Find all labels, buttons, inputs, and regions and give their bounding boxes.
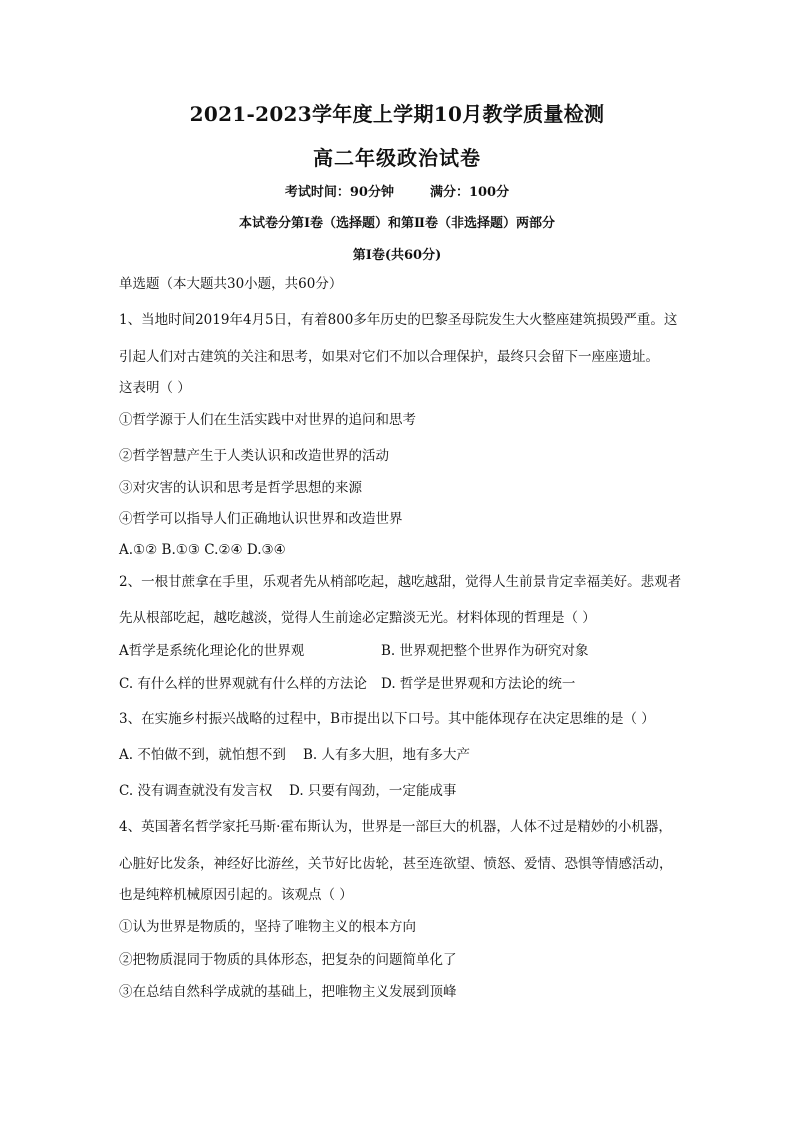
q4-item: ③在总结自然科学成就的基础上，把唯物主义发展到顶峰 (119, 984, 457, 1000)
exam-time: 考试时间：90分钟 (284, 185, 394, 200)
section-label: 单选题（本大题共30小题，共60分） (119, 276, 343, 292)
exam-title: 2021-2023学年度上学期10月教学质量检测 (189, 102, 605, 126)
q1-stem-line: 这表明（ ） (119, 380, 191, 396)
q3-option-d: D. 只要有闯劲，一定能成事 (289, 783, 457, 799)
q2-options-row (119, 675, 575, 693)
q1-item: ②哲学智慧产生于人类认识和改造世界的活动 (119, 448, 389, 464)
q4-stem-line: 心脏好比发条，神经好比游丝，关节好比齿轮，甚至连欲望、愤怒、爱情、恐惧等情感活动， (119, 856, 673, 872)
q1-item: ①哲学源于人们在生活实践中对世界的追问和思考 (119, 412, 416, 428)
q2-option-d: D. 哲学是世界观和方法论的统一 (381, 676, 576, 692)
full-score: 满分：100分 (429, 185, 510, 200)
q1-stem-line: 引起人们对古建筑的关注和思考，如果对它们不加以合理保护，最终只会留下一座座遗址。 (119, 349, 659, 365)
q3-options-row (119, 782, 456, 800)
q4-stem-line: 4、英国著名哲学家托马斯·霍布斯认为，世界是一部巨大的机器，人体不过是精妙的小机器， (119, 819, 672, 835)
q4-item: ②把物质混同于物质的具体形态，把复杂的问题简单化了 (119, 952, 457, 968)
q3-options-row (119, 746, 470, 764)
q3-option-a: A. 不怕做不到，就怕想不到 (119, 747, 286, 763)
q3-option-c: C. 没有调查就没有发言权 (119, 783, 273, 799)
q2-stem-line: 2、一根甘蔗拿在手里，乐观者先从梢部吃起，越吃越甜，觉得人生前景肯定幸福美好。悲观者 (119, 574, 682, 590)
part-title: 第Ⅰ卷(共60分) (352, 248, 442, 263)
q2-stem-line: 先从根部吃起，越吃越淡，觉得人生前途必定黯淡无光。材料体现的哲理是（ ） (119, 610, 596, 626)
exam-info (0, 181, 794, 200)
q3-stem-line: 3、在实施乡村振兴战略的过程中，B市提出以下口号。其中能体现存在决定思维的是（ ） (119, 711, 655, 727)
q2-option-b: B. 世界观把整个世界作为研究对象 (381, 643, 589, 659)
q3-option-b: B. 人有多大胆，地有多大产 (303, 747, 471, 763)
q4-stem-line: 也是纯粹机械原因引起的。该观点（ ） (119, 887, 353, 903)
paper-note: 本试卷分第Ⅰ卷（选择题）和第Ⅱ卷（非选择题）两部分 (238, 216, 556, 231)
q2-option-a: A哲学是系统化理论化的世界观 (119, 643, 305, 659)
q4-item: ①认为世界是物质的，坚持了唯物主义的根本方向 (119, 919, 416, 935)
q1-options: A.①② B.①③ C.②④ D.③④ (119, 542, 286, 558)
q1-item: ③对灾害的认识和思考是哲学思想的来源 (119, 480, 362, 496)
q2-options-row (119, 642, 589, 660)
q1-stem-line: 1、当地时间2019年4月5日，有着800多年历史的巴黎圣母院发生大火整座建筑损毁严重。这 (119, 312, 678, 328)
q2-option-c: C. 有什么样的世界观就有什么样的方法论 (119, 676, 367, 692)
q1-item: ④哲学可以指导人们正确地认识世界和改造世界 (119, 511, 403, 527)
exam-subtitle: 高二年级政治试卷 (313, 146, 481, 170)
